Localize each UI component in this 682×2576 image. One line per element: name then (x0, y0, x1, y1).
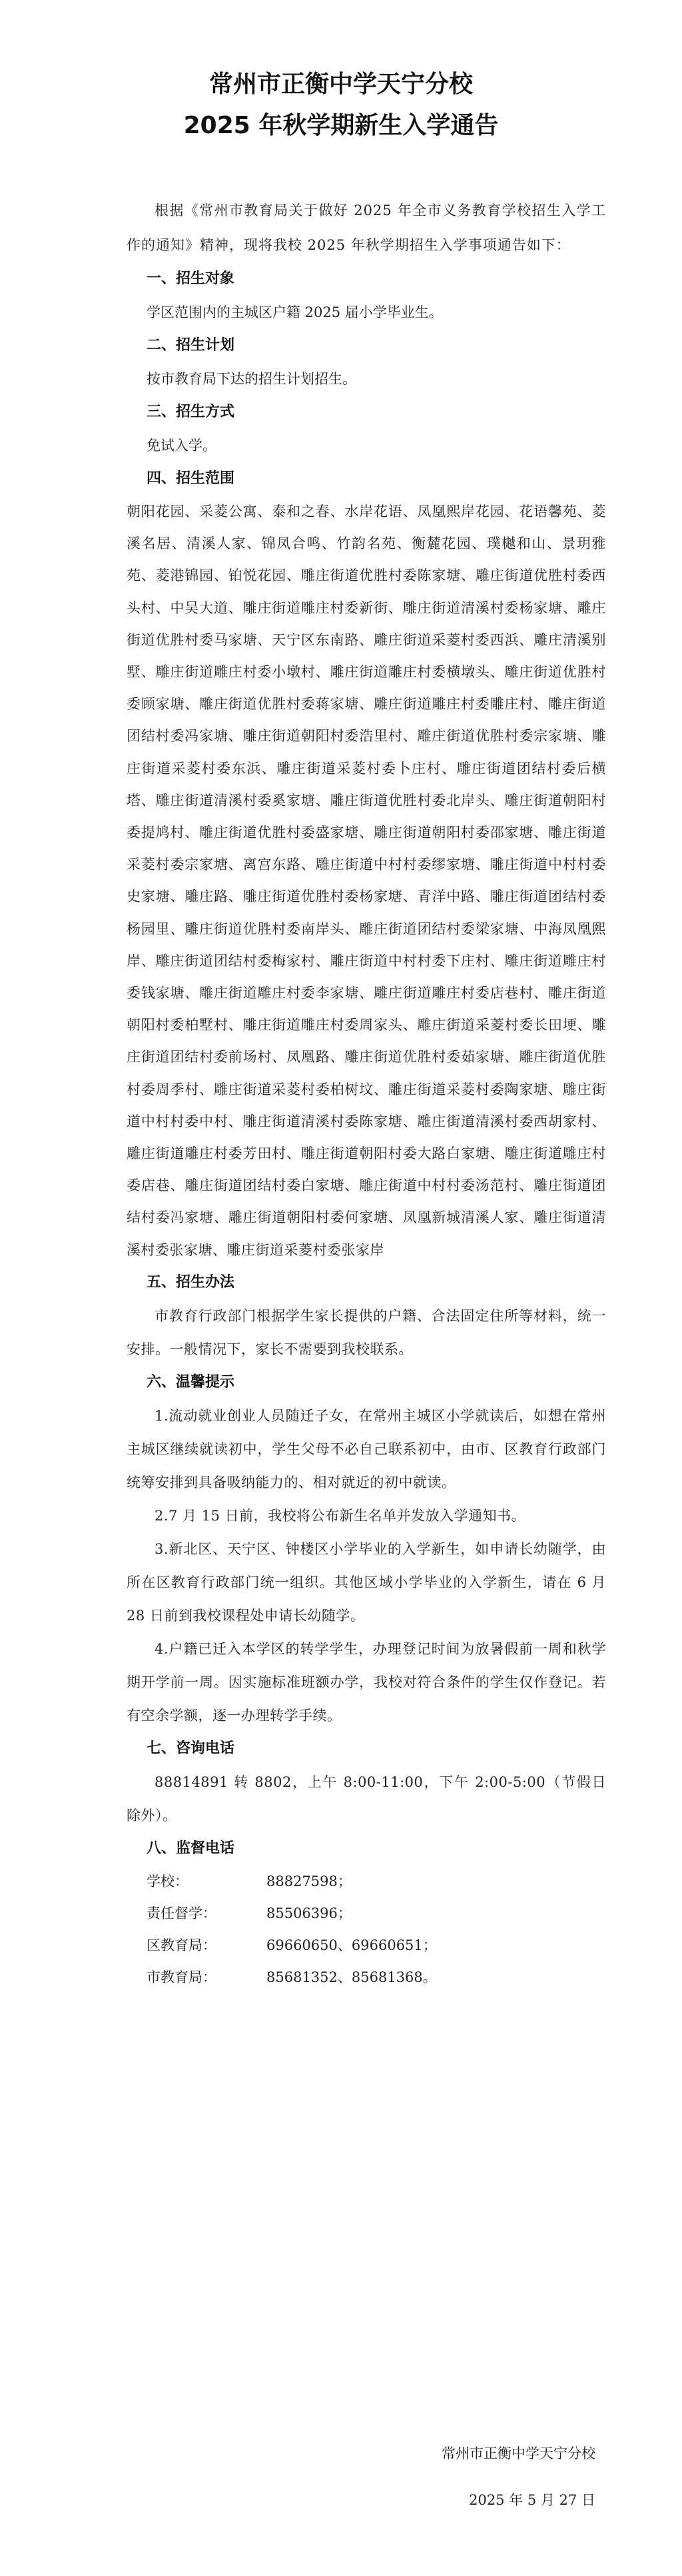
supervision-row (127, 1897, 606, 1929)
section-2-heading: 二、招生计划 (147, 337, 235, 354)
section-4-scope-list: 朝阳花园、采菱公寓、泰和之春、水岸花语、凤凰熙岸花园、花语馨苑、菱溪名居、清溪人家、锦凤合鸣、竹韵名苑、衡麓花园、璞樾和山、景玥雅苑、菱港锦园、铂悦花园、雕庄街道优胜村委陈家塘、雕庄街道优胜村委西头村、中吴大道、雕庄街道雕庄村委新街、雕庄街道清溪村委杨家塘、雕庄街道优胜村委马家塘、天宁区东南路、雕庄街道采菱村委西浜、雕庄清溪别墅、雕庄街道雕庄村委小墩村、雕庄街道雕庄村委横墩头、雕庄街道优胜村委顾家塘、雕庄街道优胜村委蒋家塘、雕庄街道雕庄村委雕庄村、雕庄街道团结村委冯家塘、雕庄街道朝阳村委浩里村、雕庄街道优胜村委宗家塘、雕庄街道采菱村委东浜、雕庄街道采菱村委卜庄村、雕庄街道团结村委后横塔、雕庄街道清溪村委奚家塘、雕庄街道优胜村委北岸头、雕庄街道朝阳村委提鸠村、雕庄街道优胜村委盛家塘、雕庄街道朝阳村委邵家塘、雕庄街道采菱村委宗家塘、离宫东路、雕庄街道中村村委缪家塘、雕庄街道中村村委史家塘、雕庄路、雕庄街道优胜村委杨家塘、青洋中路、雕庄街道团结村委杨园里、雕庄街道优胜村委南岸头、雕庄街道团结村委梁家塘、中海凤凰熙岸、雕庄街道团结村委梅家村、雕庄街道中村村委下庄村、雕庄街道雕庄村委钱家塘、雕庄街道雕庄村委李家塘、雕庄街道雕庄村委店巷村、雕庄街道朝阳村委柏墅村、雕庄街道雕庄村委周家头、雕庄街道采菱村委长田埂、雕庄街道团结村委前场村、凤凰路、雕庄街道优胜村委茹家塘、雕庄街道优胜村委周季村、雕庄街道采菱村委柏树坟、雕庄街道采菱村委陶家塘、雕庄街道中村村委中村、雕庄街道清溪村委陈家塘、雕庄街道清溪村委西胡家村、雕庄街道雕庄村委芳田村、雕庄街道朝阳村委大路白家塘、雕庄街道雕庄村委店巷、雕庄街道团结村委白家塘、雕庄街道中村村委汤范村、雕庄街道团结村委冯家塘、雕庄街道朝阳村委何家塘、凤凰新城清溪人家、雕庄街道清溪村委张家塘、雕庄街道采菱村委张家岸 (127, 503, 606, 1258)
supervision-label: 学校： (147, 1873, 188, 1889)
section-1-heading: 一、招生对象 (147, 270, 235, 287)
section-8-heading: 八、监督电话 (147, 1839, 235, 1857)
section-3-heading: 三、招生方式 (147, 404, 235, 420)
section-4-heading: 四、招生范围 (147, 470, 235, 487)
supervision-row (127, 1865, 606, 1897)
supervision-phone: 88827598； (266, 1873, 352, 1889)
consult-phone: 88814891 转 8802，上午 8:00-11:00，下午 2:00-5:00（节假日除外）。 (127, 1773, 606, 1823)
section-5-body: 市教育行政部门根据学生家长提供的户籍、合法固定住所等材料，统一安排。一般情况下，家长不需要到我校联系。 (127, 1307, 606, 1357)
notice-title-subject: 2025 年秋学期新生入学通告 (183, 112, 499, 139)
section-6-heading: 六、温馨提示 (147, 1373, 235, 1391)
supervision-label: 责任督学： (147, 1905, 216, 1921)
supervision-phone: 85506396； (266, 1905, 352, 1921)
tip-item: 1.流动就业创业人员随迁子女，在常州主城区小学就读后，如想在常州主城区继续就读初中，学生父母不必自己联系初中，由市、区教育行政部门统筹安排到具备吸纳能力的、相对就近的初中就读。 (127, 1407, 606, 1490)
tip-item: 3.新北区、天宁区、钟楼区小学毕业的入学新生，如申请长幼随学，由所在区教育行政部门统一组织。其他区域小学毕业的入学新生，请在 6 月 28 日前到我校课程处申请长幼随学。 (127, 1540, 606, 1624)
supervision-phone: 85681352、85681368。 (266, 1969, 437, 1985)
supervision-label: 市教育局： (147, 1969, 216, 1985)
notice-title-school: 常州市正衡中学天宁分校 (208, 71, 473, 98)
section-5-heading: 五、招生办法 (147, 1273, 235, 1291)
signature-date: 2025 年 5 月 27 日 (469, 2492, 595, 2508)
notice-body (127, 193, 606, 1993)
signature-organization: 常州市正衡中学天宁分校 (442, 2445, 595, 2461)
intro-paragraph: 根据《常州市教育局关于做好 2025 年全市义务教育学校招生入学工作的通知》精神，现将我校 2025 年秋学期招生入学事项通告如下： (127, 202, 606, 253)
section-1-body: 学区范围内的主城区户籍 2025 届小学毕业生。 (147, 304, 443, 320)
section-7-heading: 七、咨询电话 (147, 1740, 235, 1757)
supervision-row (127, 1929, 606, 1961)
supervision-phone: 69660650、69660651； (266, 1937, 437, 1953)
tip-item: 2.7 月 15 日前，我校将公布新生名单并发放入学通知书。 (155, 1507, 526, 1524)
tip-item: 4.户籍已迁入本学区的转学学生，办理登记时间为放暑假前一周和秋学期开学前一周。因实施标准班额办学，我校对符合条件的学生仅作登记。若有空余学额，逐一办理转学手续。 (127, 1640, 606, 1724)
section-2-body: 按市教育局下达的招生计划招生。 (147, 371, 356, 387)
supervision-row (127, 1961, 606, 1993)
supervision-label: 区教育局： (147, 1937, 216, 1953)
section-3-body: 免试入学。 (147, 438, 216, 454)
